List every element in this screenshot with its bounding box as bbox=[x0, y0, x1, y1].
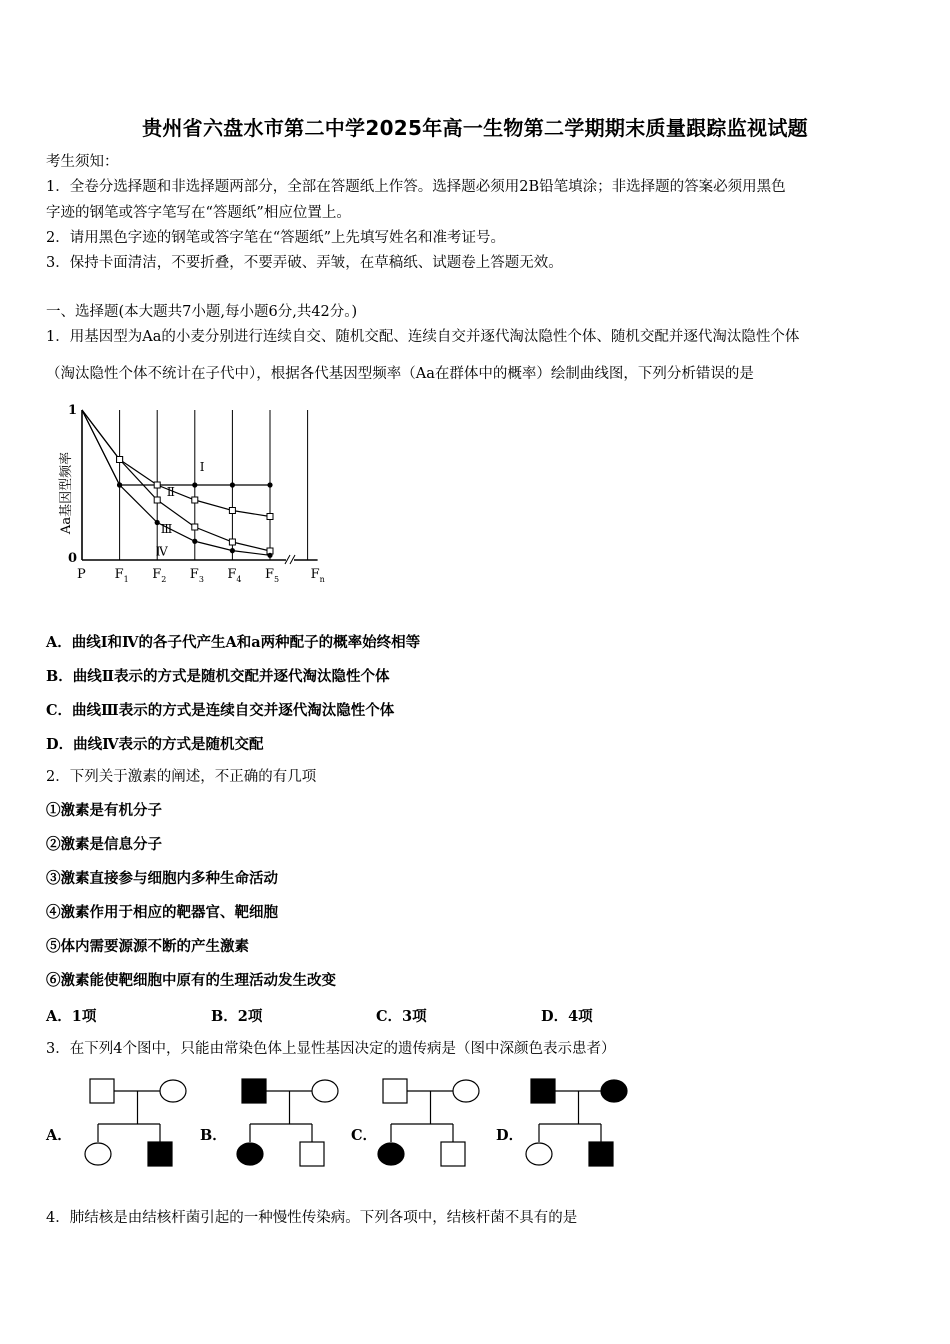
q1-stem-line1: 1．用基因型为Aa的小麦分别进行连续自交、随机交配、连续自交并逐代淘汰隐性个体、随机交配并逐代淘汰隐性个体 bbox=[46, 329, 800, 345]
q2-option-d[interactable]: D．4项 bbox=[541, 1008, 593, 1025]
ped-1-mother-circle bbox=[312, 1080, 338, 1102]
ped-3-father-square bbox=[531, 1079, 555, 1103]
notice-heading: 考生须知： bbox=[46, 154, 119, 170]
q3-option-a-label[interactable]: A． bbox=[46, 1127, 72, 1144]
ped-0-son-square bbox=[148, 1142, 172, 1166]
ped-2-father-square bbox=[383, 1079, 407, 1103]
chart-grid bbox=[82, 410, 318, 564]
series-4-point-1 bbox=[117, 482, 122, 487]
q2-item-5: ⑤体内需要源源不断的产生激素 bbox=[46, 938, 249, 955]
ped-3-daughter-circle bbox=[526, 1143, 552, 1165]
ped-1-father-square bbox=[242, 1079, 266, 1103]
series-4-point-4 bbox=[230, 548, 235, 553]
notice-item-2: 2．请用黑色字迹的钢笔或答字笔在“答题纸”上先填写姓名和准考证号。 bbox=[46, 230, 506, 246]
series-3-point-3 bbox=[192, 524, 198, 530]
series-4-point-3 bbox=[192, 539, 197, 544]
series-label-1: Ⅰ bbox=[199, 460, 205, 474]
notice-item-1: 1．全卷分选择题和非选择题两部分，全部在答题纸上作答。选择题必须用2B铅笔填涂；非选择题的答案必须用黑色 bbox=[46, 179, 786, 195]
series-1-point-5 bbox=[267, 482, 272, 487]
q2-option-c[interactable]: C．3项 bbox=[376, 1008, 427, 1025]
q3-option-b-label[interactable]: B． bbox=[200, 1127, 227, 1144]
series-label-3: Ⅲ bbox=[160, 522, 173, 536]
q1-option-d[interactable]: D．曲线Ⅳ表示的方式是随机交配 bbox=[46, 736, 264, 753]
series-4-point-2 bbox=[155, 520, 160, 525]
series-line-2 bbox=[82, 410, 270, 517]
ped-2-daughter-circle bbox=[378, 1143, 404, 1165]
x-tick-5: $F_5$ bbox=[265, 567, 280, 584]
series-label-4: Ⅳ bbox=[155, 544, 168, 559]
genotype-frequency-chart bbox=[52, 398, 332, 602]
series-1-point-4 bbox=[230, 482, 235, 487]
series-3-point-2 bbox=[154, 497, 160, 503]
notice-item-3: 3．保持卡面清洁，不要折叠，不要弄破、弄皱，在草稿纸、试题卷上答题无效。 bbox=[46, 255, 563, 271]
series-2-point-3 bbox=[192, 497, 198, 503]
ped-0-daughter-circle bbox=[85, 1143, 111, 1165]
chart-svg bbox=[52, 398, 332, 598]
q2-option-a[interactable]: A．1项 bbox=[46, 1008, 97, 1025]
series-3-point-1 bbox=[117, 457, 123, 463]
q1-option-c[interactable]: C．曲线Ⅲ表示的方式是连续自交并逐代淘汰隐性个体 bbox=[46, 702, 395, 719]
q2-item-2: ②激素是信息分子 bbox=[46, 836, 162, 853]
q1-stem-line2: （淘汰隐性个体不统计在子代中），根据各代基因型频率（Aa在群体中的概率）绘制曲线图，下列分析错误的是 bbox=[46, 366, 754, 382]
q4-stem: 4．肺结核是由结核杆菌引起的一种慢性传染病。下列各项中，结核杆菌不具有的是 bbox=[46, 1210, 578, 1226]
q1-option-b[interactable]: B．曲线Ⅱ表示的方式是随机交配并逐代淘汰隐性个体 bbox=[46, 668, 390, 685]
series-4-point-5 bbox=[267, 553, 272, 558]
series-2-point-2 bbox=[154, 482, 160, 488]
series-line-3 bbox=[82, 410, 270, 551]
series-3-point-4 bbox=[229, 539, 235, 545]
series-1-point-3 bbox=[192, 482, 197, 487]
q2-item-3: ③激素直接参与细胞内多种生命活动 bbox=[46, 870, 278, 887]
pedigree-diagrams bbox=[0, 1070, 950, 1180]
x-tick-2: $F_2$ bbox=[152, 567, 167, 584]
q1-option-a[interactable]: A．曲线Ⅰ和Ⅳ的各子代产生A和a两种配子的概率始终相等 bbox=[46, 634, 421, 651]
y-tick-top: 1 bbox=[68, 403, 78, 418]
series-line-4 bbox=[82, 410, 270, 555]
q2-stem: 2．下列关于激素的阐述，不正确的有几项 bbox=[46, 769, 317, 785]
q2-item-6: ⑥激素能使靶细胞中原有的生理活动发生改变 bbox=[46, 972, 336, 989]
ped-3-son-square bbox=[589, 1142, 613, 1166]
x-tick-3: $F_3$ bbox=[189, 567, 204, 584]
ped-0-mother-circle bbox=[160, 1080, 186, 1102]
x-tick-0: P bbox=[77, 567, 86, 582]
q3-stem: 3．在下列4个图中，只能由常染色体上显性基因决定的遗传病是（图中深颜色表示患者） bbox=[46, 1041, 616, 1057]
ped-1-son-square bbox=[300, 1142, 324, 1166]
ped-1-daughter-circle bbox=[237, 1143, 263, 1165]
q2-item-4: ④激素作用于相应的靶器官、靶细胞 bbox=[46, 904, 278, 921]
series-label-2: Ⅱ bbox=[166, 485, 175, 499]
ped-2-mother-circle bbox=[453, 1080, 479, 1102]
x-tick-1: $F_1$ bbox=[114, 567, 129, 584]
notice-item-1-cont: 字迹的钢笔或答字笔写在“答题纸”相应位置上。 bbox=[46, 205, 351, 221]
chart-lines bbox=[82, 410, 270, 555]
q3-option-c-label[interactable]: C． bbox=[351, 1127, 378, 1144]
series-2-point-5 bbox=[267, 514, 273, 520]
q2-option-b[interactable]: B．2项 bbox=[211, 1008, 263, 1025]
ped-3-mother-circle bbox=[601, 1080, 627, 1102]
q3-option-d-label[interactable]: D． bbox=[496, 1127, 524, 1144]
series-2-point-4 bbox=[229, 508, 235, 514]
y-tick-zero: 0 bbox=[68, 551, 78, 566]
ped-0-father-square bbox=[90, 1079, 114, 1103]
y-axis-label: Aa基因型频率 bbox=[59, 451, 74, 535]
exam-title: 贵州省六盘水市第二中学2025年高一生物第二学期期末质量跟踪监视试题 bbox=[142, 116, 808, 140]
x-tick-4: $F_4$ bbox=[227, 567, 242, 584]
x-tick-6: $F_n$ bbox=[310, 567, 325, 584]
section-heading: 一、选择题(本大题共7小题,每小题6分,共42分。) bbox=[46, 304, 358, 320]
q2-item-1: ①激素是有机分子 bbox=[46, 802, 162, 819]
ped-2-son-square bbox=[441, 1142, 465, 1166]
